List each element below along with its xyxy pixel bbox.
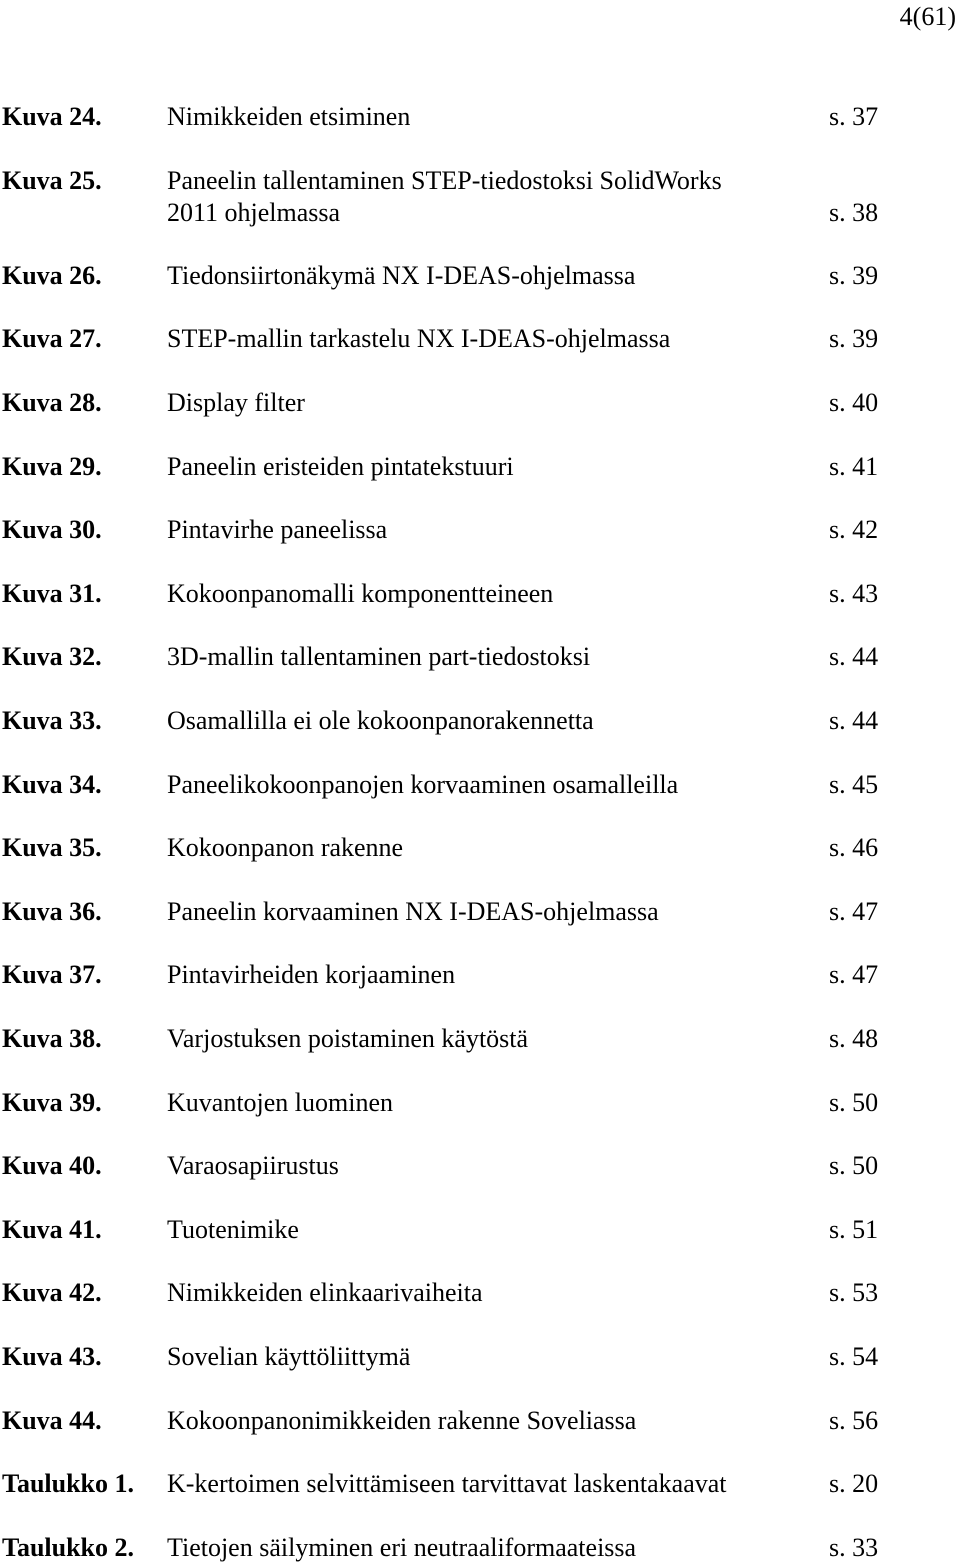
figure-page-ref: s. 54 xyxy=(829,1342,879,1371)
figure-title: Pintavirheiden korjaaminen xyxy=(167,960,456,989)
figure-title: Tiedonsiirtonäkymä NX I-DEAS-ohjelmassa xyxy=(167,261,636,290)
figure-title: Osamallilla ei ole kokoonpanorakennetta xyxy=(167,706,594,735)
figure-page-ref: s. 50 xyxy=(829,1151,879,1180)
figure-page-ref: s. 53 xyxy=(829,1278,879,1307)
figure-page-ref: s. 44 xyxy=(829,642,879,671)
page-number: 4(61) xyxy=(899,2,956,31)
figure-title: Kokoonpanomalli komponentteineen xyxy=(167,579,554,608)
figure-page-ref: s. 45 xyxy=(829,770,879,799)
figure-page-ref: s. 39 xyxy=(829,324,879,353)
figure-title: Varjostuksen poistaminen käytöstä xyxy=(167,1024,529,1053)
figure-label: Kuva 35. xyxy=(2,833,102,862)
figure-title: Sovelian käyttöliittymä xyxy=(167,1342,411,1371)
figure-page-ref: s. 51 xyxy=(829,1215,879,1244)
figure-label: Kuva 24. xyxy=(2,102,102,131)
figure-label: Kuva 37. xyxy=(2,960,102,989)
figure-label: Kuva 30. xyxy=(2,515,102,544)
figure-title: Tuotenimike xyxy=(167,1215,299,1244)
figure-title: Display filter xyxy=(167,388,305,417)
figure-page-ref: s. 39 xyxy=(829,261,879,290)
figure-label: Kuva 43. xyxy=(2,1342,102,1371)
figure-page-ref: s. 37 xyxy=(829,102,879,131)
figure-label: Kuva 39. xyxy=(2,1088,102,1117)
table-label: Taulukko 2. xyxy=(2,1533,135,1562)
figure-page-ref: s. 48 xyxy=(829,1024,879,1053)
table-label: Taulukko 1. xyxy=(2,1469,135,1498)
figure-page-ref: s. 38 xyxy=(829,198,879,227)
figure-title: Paneelin korvaaminen NX I-DEAS-ohjelmassa xyxy=(167,897,659,926)
figure-page-ref: s. 40 xyxy=(829,388,879,417)
figure-page-ref: s. 43 xyxy=(829,579,879,608)
figure-title: STEP-mallin tarkastelu NX I-DEAS-ohjelmassa xyxy=(167,324,671,353)
figure-label: Kuva 42. xyxy=(2,1278,102,1307)
figure-title: Nimikkeiden etsiminen xyxy=(167,102,411,131)
figure-page-ref: s. 56 xyxy=(829,1406,879,1435)
figure-label: Kuva 25. xyxy=(2,166,102,195)
figure-label: Kuva 41. xyxy=(2,1215,102,1244)
figure-page-ref: s. 47 xyxy=(829,960,879,989)
figure-label: Kuva 44. xyxy=(2,1406,102,1435)
figure-label: Kuva 27. xyxy=(2,324,102,353)
table-page-ref: s. 20 xyxy=(829,1469,879,1498)
figure-title: Varaosapiirustus xyxy=(167,1151,339,1180)
figure-label: Kuva 38. xyxy=(2,1024,102,1053)
table-page-ref: s. 33 xyxy=(829,1533,879,1562)
figure-page-ref: s. 41 xyxy=(829,452,879,481)
figure-label: Kuva 33. xyxy=(2,706,102,735)
figure-label: Kuva 32. xyxy=(2,642,102,671)
figure-title: Nimikkeiden elinkaarivaiheita xyxy=(167,1278,483,1307)
figure-title: Paneelin eristeiden pintatekstuuri xyxy=(167,452,514,481)
figure-page-ref: s. 50 xyxy=(829,1088,879,1117)
figure-title: Paneelin tallentaminen STEP-tiedostoksi SolidWorks 2011 ohjelmassa xyxy=(167,166,722,227)
figure-title: 3D-mallin tallentaminen part-tiedostoksi xyxy=(167,642,591,671)
figure-page-ref: s. 42 xyxy=(829,515,879,544)
table-title: K-kertoimen selvittämiseen tarvittavat laskentakaavat xyxy=(167,1469,727,1498)
figure-page-ref: s. 47 xyxy=(829,897,879,926)
figure-title: Kokoonpanon rakenne xyxy=(167,833,404,862)
figure-title: Kokoonpanonimikkeiden rakenne Soveliassa xyxy=(167,1406,637,1435)
figure-label: Kuva 36. xyxy=(2,897,102,926)
figure-title: Pintavirhe paneelissa xyxy=(167,515,388,544)
figure-title: Paneelikokoonpanojen korvaaminen osamalleilla xyxy=(167,770,679,799)
figure-label: Kuva 26. xyxy=(2,261,102,290)
figure-label: Kuva 31. xyxy=(2,579,102,608)
figure-label: Kuva 40. xyxy=(2,1151,102,1180)
figure-page-ref: s. 46 xyxy=(829,833,879,862)
figure-page-ref: s. 44 xyxy=(829,706,879,735)
figure-label: Kuva 28. xyxy=(2,388,102,417)
figure-label: Kuva 34. xyxy=(2,770,102,799)
figure-label: Kuva 29. xyxy=(2,452,102,481)
table-title: Tietojen säilyminen eri neutraaliformaateissa xyxy=(167,1533,637,1562)
figure-title: Kuvantojen luominen xyxy=(167,1088,394,1117)
